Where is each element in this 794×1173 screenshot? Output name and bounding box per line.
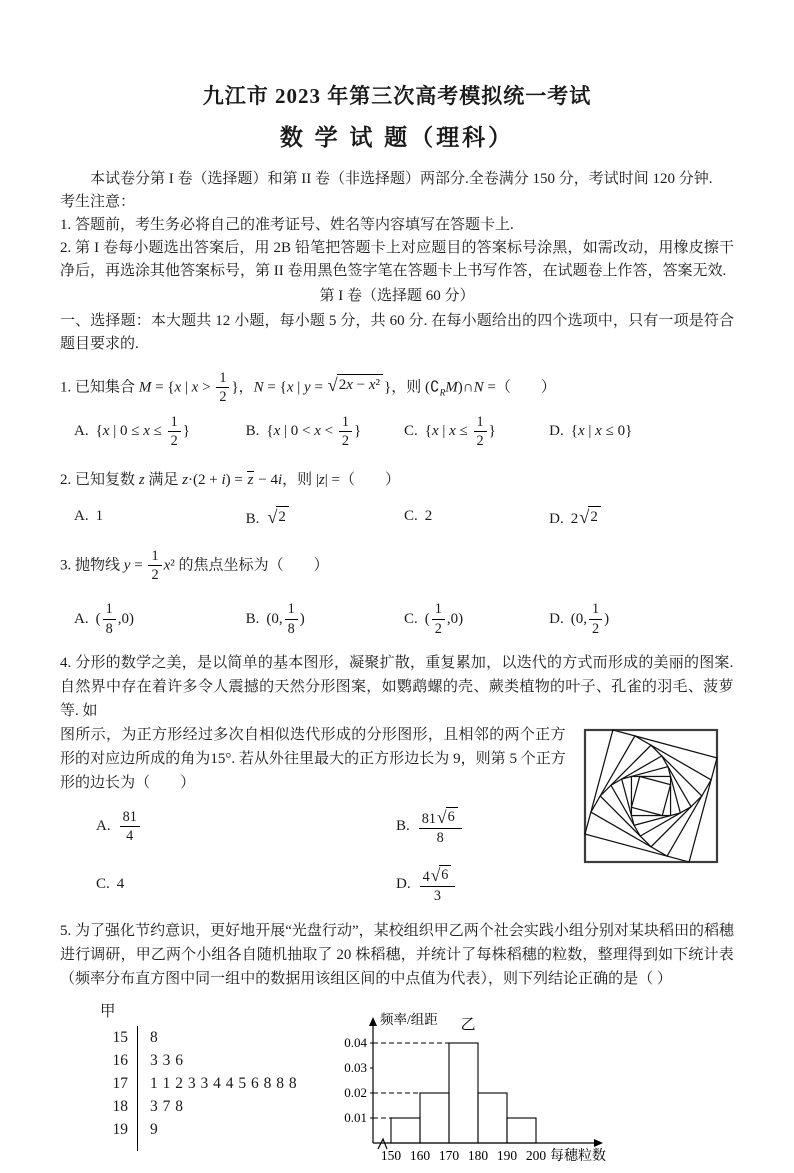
fraction: $\frac{1}{2}$: [216, 370, 229, 406]
option-label: D.: [396, 876, 411, 893]
fraction: $\frac{1}{8}$: [285, 601, 298, 637]
option-value: {x | 0 ≤ x ≤ $\frac{1}{2}$ }: [95, 413, 190, 450]
stem-value: 16: [112, 1051, 128, 1069]
leaf-values: 9: [137, 1118, 158, 1141]
option-value: ( $\frac{1}{8}$ ,0): [95, 601, 134, 637]
option-label: C.: [403, 423, 418, 440]
x-tick-label: 200: [526, 1147, 547, 1163]
option-D: [549, 601, 734, 637]
stem-leaf-row: [94, 1049, 297, 1072]
fraction: $\frac{1}{2}$: [339, 414, 352, 450]
question-4: [60, 651, 734, 905]
intro-paragraph: 本试卷分第 I 卷（选择题）和第 II 卷（非选择题）两部分.全卷满分 150 分，考试时间 120 分钟.: [90, 171, 713, 187]
option-D: [549, 506, 734, 528]
stem-value: 17: [112, 1074, 128, 1092]
iterated-square: [585, 730, 717, 862]
option-label: B.: [245, 423, 260, 440]
option-value: ( $\frac{1}{2}$ ,0): [424, 601, 464, 637]
question-5-stem: 5. 为了强化节约意识，更好地开展“光盘行动”，某校组织甲乙两个社会实践小组分别对某块稻田的稻穗进行调研，甲乙两个小组各自随机抽取了 20 株稻穗，并统计了每株稻穗的粒数，整理得到如下统计表（频率分布直方图中同一组中的数据用该组区间的中点值为代表），则下列结论正确的是（ ）: [60, 922, 735, 987]
fraction: $\frac{1}{8}$: [103, 601, 116, 637]
sqrt: √ 6: [431, 865, 452, 884]
fraction: $\frac{1}{2}$: [474, 414, 487, 450]
fractal-squares-figure: [580, 725, 722, 867]
histogram-title: 乙: [460, 1016, 476, 1033]
question-4-stem-part2: 图所示，为正方形经过多次自相似迭代形成的分形图形，且相邻的两个正方形的对应边所成的角为15°. 若从外往里最大的正方形边长为 9，则第 5 个正方形的边长为（ ）: [60, 727, 566, 792]
question-3: [60, 548, 734, 638]
option-A: [74, 414, 246, 450]
fraction: $\frac{1}{2}$: [432, 601, 445, 637]
fraction: $\frac{1}{2}$: [589, 601, 602, 637]
option-label: A.: [74, 508, 89, 525]
option-label: C.: [403, 610, 418, 627]
notice-item: 1. 答题前，考生务必将自己的准考证号、姓名等内容填写在答题卡上.: [60, 217, 514, 233]
x-tick-label: 190: [497, 1147, 518, 1163]
option-label: C.: [403, 508, 418, 525]
stem-leaf-row: [94, 1095, 297, 1118]
outer-square: [585, 730, 717, 862]
fraction: $\frac{81}{4}$: [120, 809, 140, 845]
fraction: 81 √ 6 8: [419, 807, 462, 847]
stem-value: 19: [112, 1120, 128, 1138]
x-tick-label: 180: [468, 1147, 489, 1163]
fraction: 4 √ 6 3: [420, 865, 456, 905]
x-tick-label: 160: [410, 1147, 431, 1163]
option-value: [266, 506, 290, 527]
option-A: [74, 601, 246, 637]
histogram-bar: [507, 1118, 536, 1143]
histogram-bar: [420, 1093, 449, 1143]
option-value: {x | 0 < x < $\frac{1}{2}$ }: [266, 413, 362, 450]
iterated-square: [622, 767, 681, 826]
option-value: 2: [424, 508, 433, 525]
option-C: [96, 876, 396, 893]
x-tick-label: 170: [439, 1147, 460, 1163]
option-label: C.: [96, 876, 110, 893]
option-value: 1: [95, 508, 104, 525]
option-A: [74, 508, 246, 525]
question-3-options: [60, 601, 734, 637]
option-B: [246, 414, 404, 450]
question-4-body: [60, 723, 734, 905]
stem-value: 18: [112, 1097, 128, 1115]
option-B: [246, 601, 404, 637]
iterated-square: [631, 776, 670, 815]
notice-list: [60, 214, 734, 283]
stem-value: 15: [112, 1028, 128, 1046]
option-label: A.: [74, 423, 89, 440]
histogram-bar: [449, 1043, 478, 1143]
option-label: D.: [549, 610, 564, 627]
option-C: [404, 414, 549, 450]
page-subtitle: 数 学 试 题（理科）: [279, 125, 515, 150]
option-label: B.: [245, 510, 260, 527]
sqrt: √ 2: [579, 506, 601, 526]
option-label: A.: [74, 610, 89, 627]
option-value: [417, 808, 464, 847]
question-4-options: [60, 807, 564, 905]
option-label: D.: [549, 510, 564, 527]
question-2-options: [60, 506, 734, 528]
x-axis-arrow-icon: [594, 1139, 603, 1147]
y-tick-label: 0.03: [344, 1059, 368, 1075]
histogram-bar: [478, 1093, 507, 1143]
y-tick-label: 0.01: [344, 1109, 368, 1125]
option-value: (0, $\frac{1}{2}$ ): [570, 601, 610, 637]
question-3-stem: 3. 抛物线 y = $\frac{1}{2}$ x² 的焦点坐标为（ ）: [60, 547, 329, 583]
y-axis-label: 频率/组距: [380, 1011, 438, 1027]
question-2-stem: 2. 已知复数 z 满足 z·(2 + i) = z − 4i，则 |z| =（ ）: [60, 471, 401, 488]
option-B: [396, 807, 564, 847]
fraction: $\frac{1}{2}$: [148, 548, 161, 584]
option-label: B.: [245, 610, 260, 627]
iterated-square: [611, 756, 691, 836]
leaf-values: 1 1 2 3 3 4 4 5 6 8 8 8: [137, 1072, 297, 1095]
option-value: [118, 809, 142, 845]
iterated-square: [591, 736, 711, 856]
question-1-options: [60, 414, 734, 450]
notice-item: 2. 第 I 卷每小题选出答案后，用 2B 铅笔把答题卡上对应题目的答案标号涂黑，如需改动，用橡皮擦干净后，再选涂其他答案标号，第 II 卷用黑色签字笔在答题卡上书写作答，在试题卷上作答，答案无效.: [60, 240, 734, 279]
stem-leaf-row: [94, 1026, 297, 1049]
option-C: [404, 601, 549, 637]
option-value: 2 √ 2: [571, 511, 602, 527]
iterated-square: [631, 776, 670, 815]
fraction: $\frac{1}{2}$: [168, 414, 181, 450]
question-2: [60, 468, 734, 528]
question-1-stem: 1. 已知集合 M = {x | x > $\frac{1}{2}$ }，N = {x | y = √ 2x − x² }，则 $(∁_RM)\cap N$ =（ ）: [60, 370, 556, 406]
notice-label: 考生注意：: [60, 194, 136, 210]
x-tick-label: 150: [381, 1147, 402, 1163]
leaf-values: 3 7 8: [137, 1095, 184, 1118]
y-tick-label: 0.04: [344, 1034, 368, 1050]
question-5: [60, 919, 734, 1173]
page-title: 九江市 2023 年第三次高考模拟统一考试: [202, 84, 592, 108]
sqrt: √ 2: [267, 506, 289, 526]
question-1: [60, 370, 734, 450]
option-value: 4: [116, 876, 125, 893]
stem-leaf-plot: [94, 1001, 297, 1151]
section-heading: 第 I 卷（选择题 60 分）: [319, 288, 475, 304]
question-5-charts: [94, 1001, 734, 1173]
leaf-values: 8: [137, 1026, 158, 1049]
option-label: B.: [396, 818, 410, 835]
option-value: {x | x ≤ 0}: [570, 423, 633, 440]
section-intro: 一、选择题：本大题共 12 小题，每小题 5 分，共 60 分. 在每小题给出的四个选项中，只有一项是符合题目要求的.: [60, 313, 734, 352]
leaf-values: 3 3 6: [137, 1049, 184, 1072]
stem-leaf-title: 甲: [100, 1002, 116, 1020]
stem-leaf-row: [94, 1118, 297, 1141]
iterated-square: [600, 745, 702, 847]
question-4-stem-part1: 4. 分形的数学之美，是以简单的基本图形，凝聚扩散，重复累加，以迭代的方式而形成的美丽的图案. 自然界中存在着许多令人震撼的天然分形图案，如鹦鹉螺的壳、蕨类植物的叶子、孔雀的羽毛、菠萝等. 如: [60, 655, 734, 720]
option-C: [404, 508, 549, 525]
sqrt: √ 6: [437, 807, 458, 826]
option-label: D.: [549, 423, 564, 440]
fractal-squares-svg: [580, 725, 722, 867]
option-label: A.: [96, 818, 111, 835]
option-value: (0, $\frac{1}{8}$ ): [266, 601, 305, 637]
option-D: [549, 423, 734, 440]
option-B: [246, 506, 404, 528]
option-value: {x | x ≤ $\frac{1}{2}$ }: [424, 413, 496, 450]
frequency-histogram: [323, 1001, 635, 1173]
y-axis-arrow-icon: [369, 1017, 377, 1026]
x-axis-label: 每穗粒数: [550, 1148, 607, 1164]
sqrt: √ 2x − x²: [328, 374, 383, 394]
stem-leaf-row: [94, 1072, 297, 1095]
option-value: [418, 865, 458, 905]
option-D: [396, 865, 564, 905]
y-tick-label: 0.02: [344, 1084, 368, 1100]
histogram-bar: [391, 1118, 420, 1143]
option-A: [96, 809, 396, 845]
